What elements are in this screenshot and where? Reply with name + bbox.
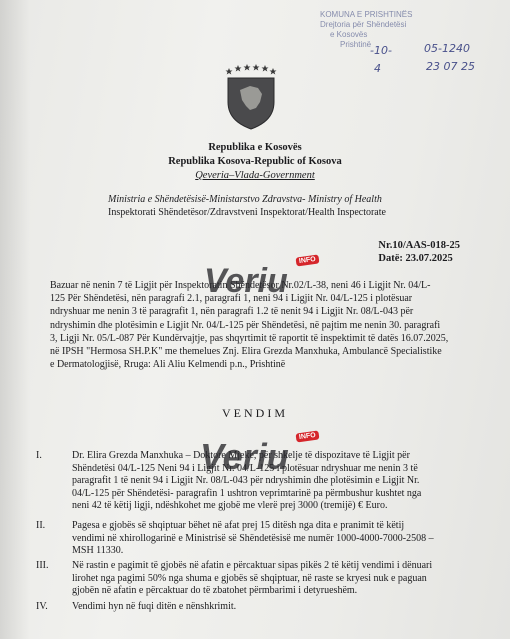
watermark-badge: INFO [295,254,319,266]
decision-text [72,560,474,598]
watermark-brand: Veriu [200,436,289,477]
registry-stamp [300,8,500,80]
inspectorate-name: Inspektorati Shëndetësor/Zdravstveni Inspektorat/Health Inspectorate [108,206,386,218]
header-government: Qeveria–Vlada-Government [195,170,315,181]
decision-title: VENDIM [222,406,288,420]
paragraph-line: e Dermatologjisë, Rruga: Ali Aliu Kelmendi p.n., Prishtinë [50,359,286,371]
paragraph-line: ndryshimin dhe plotësimin e Ligjit Nr. 04/L-125 për Shëndetësi, në pajtim me nenin 30. paragrafi [50,319,441,331]
ministry-name: Ministria e Shëndetësisë-Ministarstvo Zdravstva- Ministry of Health [108,194,382,205]
paragraph-line: 125 Për Shëndetësi, nën paragrafi 2.1, paragrafi 1, neni 94 i Ligjit Nr. 04/L-125 i plotësuar [50,293,413,305]
decision-line: paragrafit 1 të nenit 94 i Ligjit Nr. 08/L-043 për ndryshimin dhe plotësimin e Ligjit Nr. [72,475,420,487]
stamp-line-1: KOMUNA E PRISHTINËS [320,10,413,19]
decision-line: MSH 11330. [72,545,124,557]
decision-line: Shëndetësi 04/L-125 Neni 94 i Ligjit Nr. 04/L-125 i plotësuar ndryshuar me nenin 3 të [72,462,418,474]
stamp-line-3: e Kosovës [330,30,368,39]
ministry-block [108,194,386,219]
watermark-brand: Veriu [204,262,288,300]
decision-line: lirohet nga pagimi 50% nga shuma e gjobës së shqiptuar, në raste se kryesi nuk e paguan [72,572,427,584]
decision-line: Vendimi hyn në fuqi ditën e nënshkrimit. [72,601,237,612]
decision-line: 04/L-125 për Shëndetësi- paragrafin 1 ushtron veprimtarinë pa përmbushur kushtet nga [72,487,422,499]
reference-block [378,240,460,265]
stamp-handwritten-protocol: 05-1240 [424,42,470,55]
veriu-watermark [200,431,317,478]
stamp-handwritten-count: 4 [374,62,381,75]
decision-text [72,520,474,558]
decision-line: neni 42 të këtij ligji, ndëshkohet me gjobë me vlerë prej 3000 (tremijë) € Euro. [72,500,388,512]
header-republic-multilingual: Republika Kosova-Republic of Kosova [168,156,342,167]
decision-line: Dr. Elira Grezda Manxhuka – Doktore Mjeke, për shkelje të dispozitave të Ligjit për [72,450,410,461]
paragraph-line: ndryshuar me nenin 3 të paragrafit 1, nën paragrafi 1.2 të nenit 94 i Ligjit Nr. 08/L-043 për [50,306,414,318]
decision-text [72,601,474,614]
stamp-line-2: Drejtoria për Shëndetësi [320,20,407,29]
paragraph-line: 3, Ligji Nr. 05/L-087 Për Kundërvajtje, pas shqyrtimit të raportit të inspektimit të datës 16.07.2025, [50,332,449,344]
decision-number: I. [36,450,42,461]
reference-date: Datë: 23.07.2025 [378,252,453,264]
watermark-badge: INFO [295,430,319,442]
decision-number: II. [36,520,46,531]
decision-line: Në rastin e pagimit të gjobës në afatin e përcaktuar sipas pikës 2 të këtij vendimi i dënuari [72,560,433,571]
header-republic: Republika e Kosovës [208,142,302,153]
stamp-line-4: Prishtinë [340,40,372,49]
veriu-watermark [204,255,317,301]
reference-number: Nr.10/AAS-018-25 [378,240,460,251]
stamp-handwritten-number: -10- [370,44,392,57]
paragraph-line: në IPSH "Hermosa SH.P.K" me themelues Znj. Elira Grezda Manxhuka, Ambulancë Specialistike [50,346,442,358]
page-shadow [0,0,30,639]
kosovo-coat-of-arms-icon [222,64,280,130]
decision-line: vendimi në xhirollogarinë e Ministrisë së Shëndetësisë me numër 1000-4000-7000-2508 – [72,532,434,544]
stamp-handwritten-date: 23 07 25 [426,60,475,73]
paragraph-line: Bazuar në nenin 7 të Ligjit për Inspektoratin Shëndetësor Nr.02/L-38, neni 46 i Ligjit Nr. 04/L- [50,280,431,291]
decision-number: IV. [36,601,48,612]
decision-number: III. [36,560,49,571]
decision-line: gjobën në afatin e përcaktuar do të zbatohet përmbarimi i detyrueshëm. [72,585,358,597]
decision-line: Pagesa e gjobës së shqiptuar bëhet në afat prej 15 ditësh nga dita e pranimit të këtij [72,520,405,531]
